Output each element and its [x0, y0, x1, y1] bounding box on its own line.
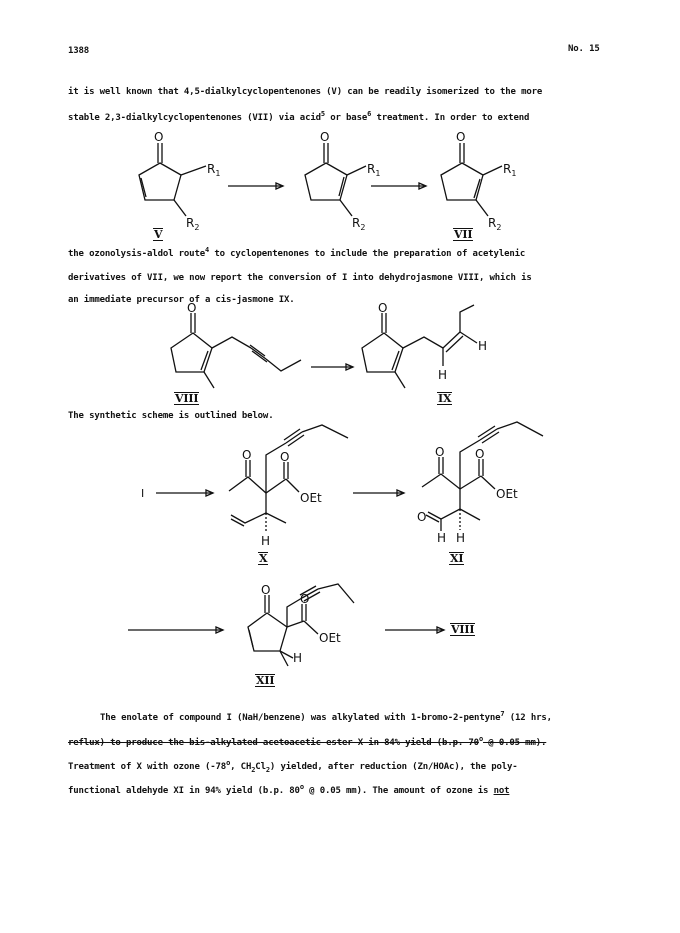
- degree-symbol: o: [478, 735, 484, 743]
- paragraph2-line1: [68, 246, 526, 259]
- structure-IX: [362, 301, 487, 388]
- text-segment: to cyclopentenones to include the preparation of acetylenic: [209, 249, 526, 259]
- structure-XII: [248, 583, 354, 666]
- structure-XI: [417, 422, 543, 545]
- text-segment: (12 hrs,: [504, 713, 552, 723]
- ethoxy-label: OEt: [319, 631, 341, 645]
- text-segment: ) yielded, after reduction (Zn/HOAc), the poly-: [269, 762, 518, 772]
- hydrogen-label: H: [437, 531, 447, 545]
- text-segment: , CH: [230, 762, 252, 772]
- emphasis-not: not: [493, 786, 510, 796]
- paragraph3-line4: [68, 783, 510, 796]
- r1-label: $R_1$: [207, 162, 221, 178]
- structure-X: [229, 425, 348, 548]
- hydrogen-label: H: [478, 339, 488, 353]
- hydrogen-label: H: [438, 368, 448, 382]
- struck-text: @ 0.05 mm).: [483, 738, 547, 748]
- oxygen-label: O: [261, 583, 271, 597]
- footnote-ref: 7: [500, 710, 505, 718]
- oxygen-label: O: [300, 592, 310, 606]
- text-segment: functional aldehyde XI in 94% yield (b.p. 80: [68, 786, 300, 796]
- structure-V: [139, 130, 220, 232]
- label-XI: XI: [450, 552, 464, 565]
- footnote-ref: 6: [367, 110, 372, 118]
- label-VIII-product: VIII: [451, 623, 475, 636]
- label-VII: VII: [454, 228, 473, 241]
- paragraph2-line2: derivatives of VII, we now report the conversion of I into dehydrojasmone VIII, which is: [68, 273, 532, 283]
- text-segment: or base: [324, 113, 368, 123]
- degree-symbol: o: [226, 759, 231, 767]
- paragraph1-line1: it is well known that 4,5-dialkylcyclopentenones (V) can be readily isomerized to the more: [68, 87, 543, 97]
- oxygen-label: O: [187, 301, 197, 315]
- label-X: X: [259, 552, 268, 565]
- oxygen-label: O: [475, 447, 485, 461]
- text-segment: treatment. In order to extend: [371, 113, 530, 123]
- text-segment: stable 2,3-dialkylcyclopentenones (VII) via acid: [68, 113, 321, 123]
- scheme-intro: The synthetic scheme is outlined below.: [68, 411, 274, 421]
- text-segment: the ozonolysis-aldol route: [68, 249, 205, 259]
- paragraph3-line2: [68, 735, 547, 748]
- text-segment: Cl: [255, 762, 266, 772]
- oxygen-label: O: [435, 445, 445, 459]
- paragraph3-line3: [68, 759, 518, 774]
- label-VIII: VIII: [175, 392, 199, 405]
- ethoxy-label: OEt: [300, 491, 322, 505]
- oxygen-label: O: [456, 130, 466, 144]
- r2-label: $R_2$: [186, 216, 200, 232]
- compound-I-label: I: [141, 487, 145, 500]
- footnote-ref: 5: [320, 110, 325, 118]
- hydrogen-label: H: [293, 651, 303, 665]
- hydrogen-label: H: [456, 531, 466, 545]
- structure-intermediate: [305, 130, 380, 232]
- text-segment: The enolate of compound I (NaH/benzene) was alkylated with 1-bromo-2-pentyne: [100, 713, 501, 723]
- r2-label: $R_2$: [352, 216, 366, 232]
- issue-number: No. 15: [568, 44, 600, 54]
- oxygen-label: O: [154, 130, 164, 144]
- label-V: V: [154, 228, 163, 241]
- structure-VII: [441, 130, 516, 232]
- r2-label: $R_2$: [488, 216, 502, 232]
- label-IX: IX: [438, 392, 452, 405]
- text-segment: @ 0.05 mm). The amount of ozone is: [303, 786, 494, 796]
- oxygen-label: O: [280, 450, 290, 464]
- struck-text: reflux) to produce the bis-alkylated acetoacetic ester X in 84% yield (b.p. 70: [68, 738, 479, 748]
- oxygen-label: O: [242, 448, 252, 462]
- paragraph3-line1: [100, 710, 552, 723]
- label-XII: XII: [256, 674, 275, 687]
- oxygen-label: O: [417, 510, 427, 524]
- page-number: 1388: [68, 46, 90, 56]
- hydrogen-label: H: [261, 534, 271, 548]
- degree-symbol: o: [299, 783, 304, 791]
- subscript: 2: [265, 766, 270, 774]
- footnote-ref: 4: [204, 246, 210, 254]
- oxygen-label: O: [378, 301, 388, 315]
- oxygen-label: O: [320, 130, 330, 144]
- subscript: 2: [251, 766, 256, 774]
- r1-label: $R_1$: [503, 162, 517, 178]
- ethoxy-label: OEt: [496, 487, 518, 501]
- paragraph2-line3: an immediate precursor of a cis-jasmone IX.: [68, 295, 295, 305]
- r1-label: $R_1$: [367, 162, 381, 178]
- structure-VIII: [171, 301, 301, 388]
- text-segment: Treatment of X with ozone (-78: [68, 762, 227, 772]
